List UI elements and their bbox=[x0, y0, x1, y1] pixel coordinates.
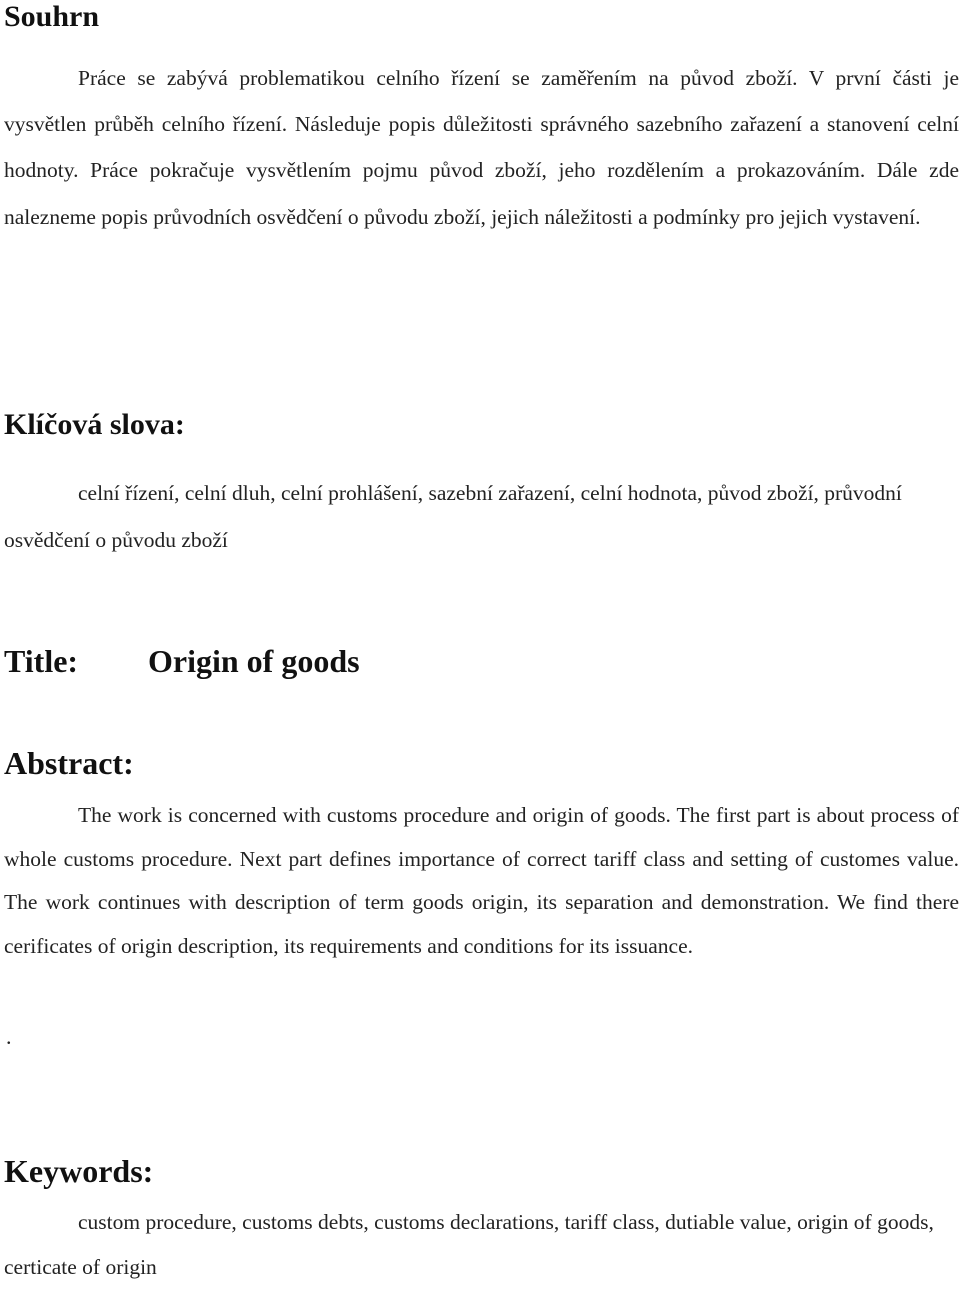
keywords-heading: Keywords: bbox=[4, 1153, 154, 1189]
souhrn-paragraph bbox=[4, 55, 959, 240]
trailing-period: . bbox=[6, 1024, 12, 1049]
title-row bbox=[4, 642, 360, 680]
abstract-paragraph bbox=[4, 794, 959, 969]
klicova-slova-heading: Klíčová slova: bbox=[4, 408, 185, 441]
souhrn-text: Práce se zabývá problematikou celního řízení se zaměřením na původ zboží. V první části je vysvětlen průběh celního řízení. Následuje popis důležitosti správného sazebního zařazení a stanovení celní hodnoty. Práce pokračuje vysvětlením pojmu původ zboží, jeho rozdělením a prokazováním. Dále zde nalezneme popis průvodních osvědčení o původu zboží, jejich náležitosti a podmínky pro jejich vystavení. bbox=[4, 66, 959, 229]
keywords-text: custom procedure, customs debts, customs declarations, tariff class, dutiable value, origin of goods, certicate of origin bbox=[4, 1210, 934, 1279]
klicova-slova-text: celní řízení, celní dluh, celní prohlášení, sazební zařazení, celní hodnota, původ zboží, průvodní osvědčení o původu zboží bbox=[4, 481, 902, 552]
title-label: Title: bbox=[4, 643, 79, 679]
klicova-slova-paragraph bbox=[4, 470, 959, 563]
abstract-heading: Abstract: bbox=[4, 745, 134, 781]
title-value: Origin of goods bbox=[148, 643, 360, 679]
keywords-paragraph bbox=[4, 1200, 959, 1290]
souhrn-heading: Souhrn bbox=[4, 0, 100, 33]
abstract-text: The work is concerned with customs procedure and origin of goods. The first part is about process of whole customs procedure. Next part defines importance of correct tariff class and setting of customes value. The work continues with description of term goods origin, its separation and demonstration. We find there cerificates of origin description, its requirements and conditions for its issuance. bbox=[4, 803, 959, 959]
